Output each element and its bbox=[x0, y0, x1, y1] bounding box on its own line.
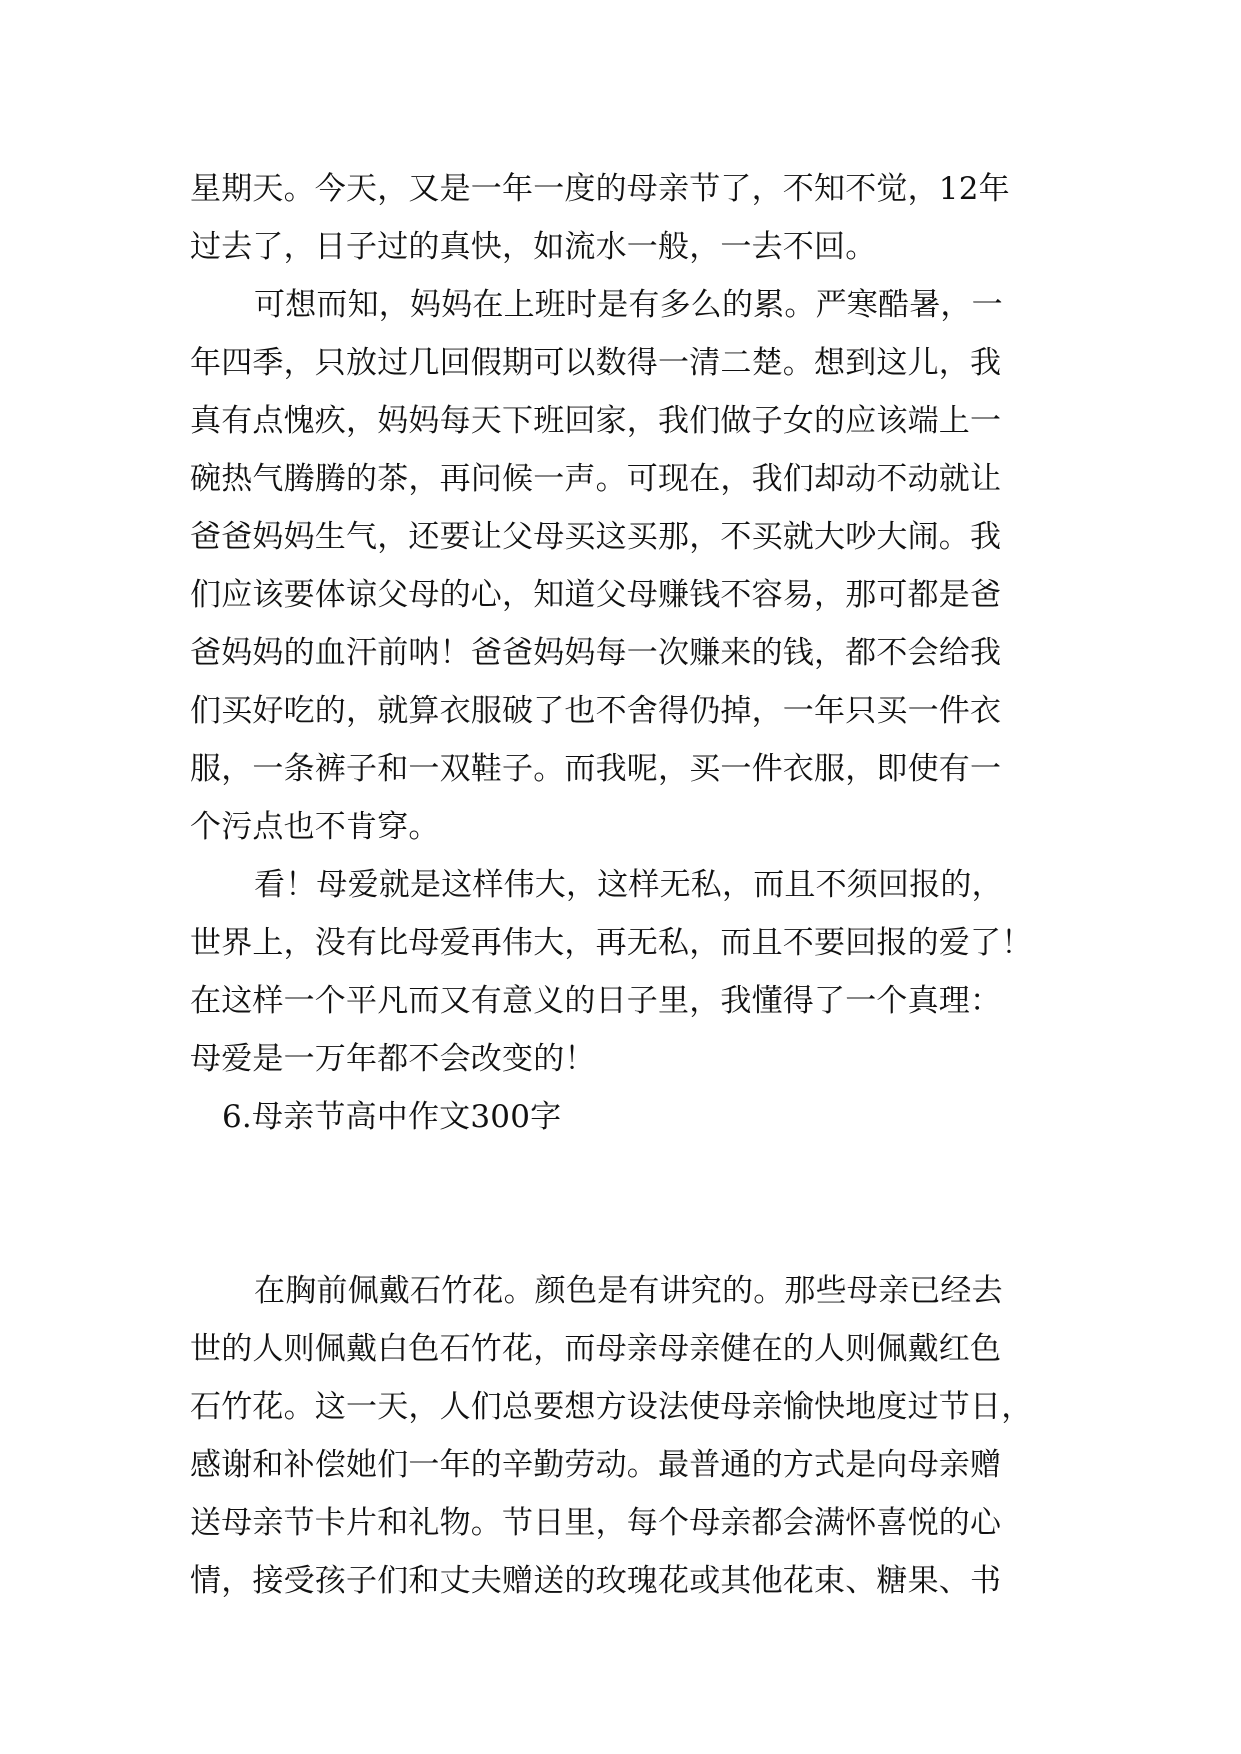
text-line: 可想而知，妈妈在上班时是有多么的累。严寒酷暑，一 bbox=[254, 287, 1003, 323]
paragraph-2 bbox=[190, 276, 1050, 856]
text-line: 过去了，日子过的真快，如流水一般，一去不回。 bbox=[190, 229, 877, 265]
text-line: 感谢和补偿她们一年的辛勤劳动。最普通的方式是向母亲赠 bbox=[190, 1447, 1002, 1483]
text-line: 送母亲节卡片和礼物。节日里，每个母亲都会满怀喜悦的心 bbox=[190, 1505, 1002, 1541]
text-line: 情，接受孩子们和丈夫赠送的玫瑰花或其他花束、糖果、书 bbox=[190, 1563, 1002, 1599]
text-line: 个污点也不肯穿。 bbox=[190, 809, 440, 845]
text-line: 星期天。今天，又是一年一度的母亲节了，不知不觉，12年 bbox=[190, 171, 1010, 207]
text-line: 服，一条裤子和一双鞋子。而我呢，买一件衣服，即使有一 bbox=[190, 751, 1002, 787]
text-line: 世的人则佩戴白色石竹花，而母亲母亲健在的人则佩戴红色 bbox=[190, 1331, 1002, 1367]
text-line: 在这样一个平凡而又有意义的日子里，我懂得了一个真理： bbox=[190, 983, 1002, 1019]
text-line: 爸妈妈的血汗前呐！爸爸妈妈每一次赚来的钱，都不会给我 bbox=[190, 635, 1002, 671]
paragraph-4 bbox=[190, 1262, 1050, 1610]
text-line: 世界上，没有比母爱再伟大，再无私，而且不要回报的爱了！ bbox=[190, 925, 1033, 961]
text-line: 们应该要体谅父母的心，知道父母赚钱不容易，那可都是爸 bbox=[190, 577, 1002, 613]
text-line: 石竹花。这一天，人们总要想方设法使母亲愉快地度过节日， bbox=[190, 1389, 1033, 1425]
blank-space bbox=[190, 1146, 1050, 1262]
text-line: 年四季，只放过几回假期可以数得一清二楚。想到这儿，我 bbox=[190, 345, 1002, 381]
text-line: 真有点愧疚，妈妈每天下班回家，我们做子女的应该端上一 bbox=[190, 403, 1002, 439]
text-line: 们买好吃的，就算衣服破了也不舍得仍掉，一年只买一件衣 bbox=[190, 693, 1002, 729]
paragraph-3 bbox=[190, 856, 1050, 1088]
text-line: 碗热气腾腾的茶，再问候一声。可现在，我们却动不动就让 bbox=[190, 461, 1002, 497]
text-line: 看！母爱就是这样伟大，这样无私，而且不须回报的， bbox=[254, 867, 1003, 903]
document-page bbox=[190, 160, 1050, 1610]
text-line: 爸爸妈妈生气，还要让父母买这买那，不买就大吵大闹。我 bbox=[190, 519, 1002, 555]
text-line: 在胸前佩戴石竹花。颜色是有讲究的。那些母亲已经去 bbox=[254, 1273, 1003, 1309]
paragraph-1 bbox=[190, 160, 1050, 276]
text-line: 母爱是一万年都不会改变的！ bbox=[190, 1041, 596, 1077]
section-heading: 6.母亲节高中作文300字 bbox=[222, 1099, 562, 1135]
